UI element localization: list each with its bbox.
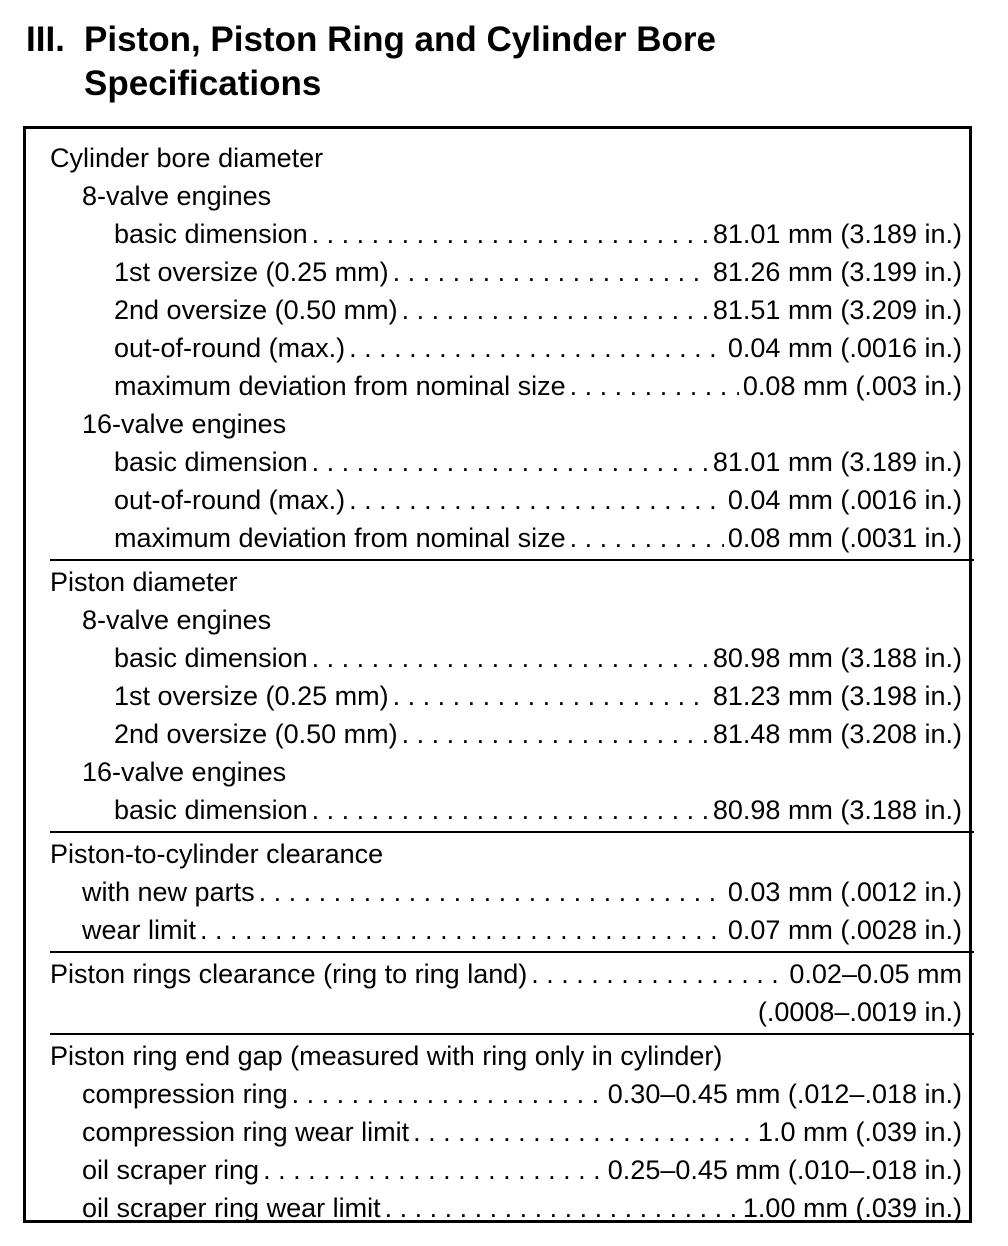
spec-row: basic dimension . . . 81.01 mm (3.189 in.) — [50, 215, 962, 253]
piston-diameter-group — [50, 563, 974, 833]
dot-leader — [312, 215, 709, 253]
title-line-1: Piston, Piston Ring and Cylinder Bore — [84, 20, 716, 59]
spec-row: wear limit . . . 0.07 mm (.0028 in.) — [50, 911, 962, 949]
dot-leader — [402, 291, 709, 329]
spec-row: 2nd oversize (0.50 mm) . . . 81.51 mm (3.209 in.) — [50, 291, 962, 329]
spec-row: out-of-round (max.) . . . 0.04 mm (.0016 in.) — [50, 481, 962, 519]
spec-table — [23, 126, 972, 1223]
dot-leader — [259, 873, 724, 911]
clearance-group — [50, 835, 974, 953]
spec-row: basic dimension . . . 80.98 mm (3.188 in.) — [50, 791, 962, 829]
spec-row-continuation: (.0008–.0019 in.) — [757, 997, 962, 1027]
cylinder-bore-group — [50, 139, 974, 561]
spec-row: maximum deviation from nominal size . . . 0.08 mm (.0031 in.) — [50, 519, 962, 557]
spec-row: 1st oversize (0.25 mm) . . . 81.26 mm (3.199 in.) — [50, 253, 962, 291]
piston-diameter-heading: Piston diameter — [50, 567, 238, 597]
dot-leader — [393, 677, 709, 715]
bore-16valve-heading: 16-valve engines — [82, 409, 287, 439]
spec-row: with new parts . . . 0.03 mm (.0012 in.) — [50, 873, 962, 911]
dot-leader — [570, 367, 739, 405]
spec-row: oil scraper ring wear limit . . . 1.00 mm (.039 in.) — [50, 1189, 962, 1227]
spec-row: maximum deviation from nominal size . . . 0.08 mm (.003 in.) — [50, 367, 962, 405]
spec-row: basic dimension . . . 80.98 mm (3.188 in.) — [50, 639, 962, 677]
spec-row: 1st oversize (0.25 mm) . . . 81.23 mm (3.198 in.) — [50, 677, 962, 715]
dot-leader — [200, 911, 724, 949]
dot-leader — [292, 1075, 604, 1113]
piston-8valve-heading: 8-valve engines — [82, 605, 272, 635]
spec-row: out-of-round (max.) . . . 0.04 mm (.0016 in.) — [50, 329, 962, 367]
dot-leader — [263, 1151, 604, 1189]
ring-clearance-group — [50, 955, 974, 1035]
dot-leader — [413, 1113, 754, 1151]
spec-row: basic dimension . . . 81.01 mm (3.189 in.) — [50, 443, 962, 481]
dot-leader — [312, 791, 709, 829]
dot-leader — [393, 253, 709, 291]
dot-leader — [312, 639, 709, 677]
spec-row: compression ring wear limit . . . 1.0 mm (.039 in.) — [50, 1113, 962, 1151]
piston-16valve-heading: 16-valve engines — [82, 757, 287, 787]
clearance-heading: Piston-to-cylinder clearance — [50, 839, 384, 869]
dot-leader — [402, 715, 709, 753]
spec-row: compression ring . . . 0.30–0.45 mm (.012–.018 in.) — [50, 1075, 962, 1113]
ring-gap-heading: Piston ring end gap (measured with ring only in cylinder) — [50, 1041, 723, 1071]
dot-leader — [312, 443, 709, 481]
spec-list — [50, 139, 962, 1231]
cylinder-bore-heading: Cylinder bore diameter — [50, 143, 324, 173]
section-number: III. — [26, 20, 65, 59]
page-title — [26, 18, 716, 106]
dot-leader — [349, 481, 724, 519]
spec-row: oil scraper ring . . . 0.25–0.45 mm (.010–.018 in.) — [50, 1151, 962, 1189]
bore-8valve-heading: 8-valve engines — [82, 181, 272, 211]
dot-leader — [531, 955, 785, 993]
spec-row: 2nd oversize (0.50 mm) . . . 81.48 mm (3.208 in.) — [50, 715, 962, 753]
ring-gap-group — [50, 1037, 974, 1229]
title-line-2: Specifications — [84, 64, 322, 103]
dot-leader — [349, 329, 724, 367]
dot-leader — [570, 519, 724, 557]
dot-leader — [385, 1189, 739, 1227]
spec-row: Piston rings clearance (ring to ring land) . . . 0.02–0.05 mm — [50, 955, 962, 993]
